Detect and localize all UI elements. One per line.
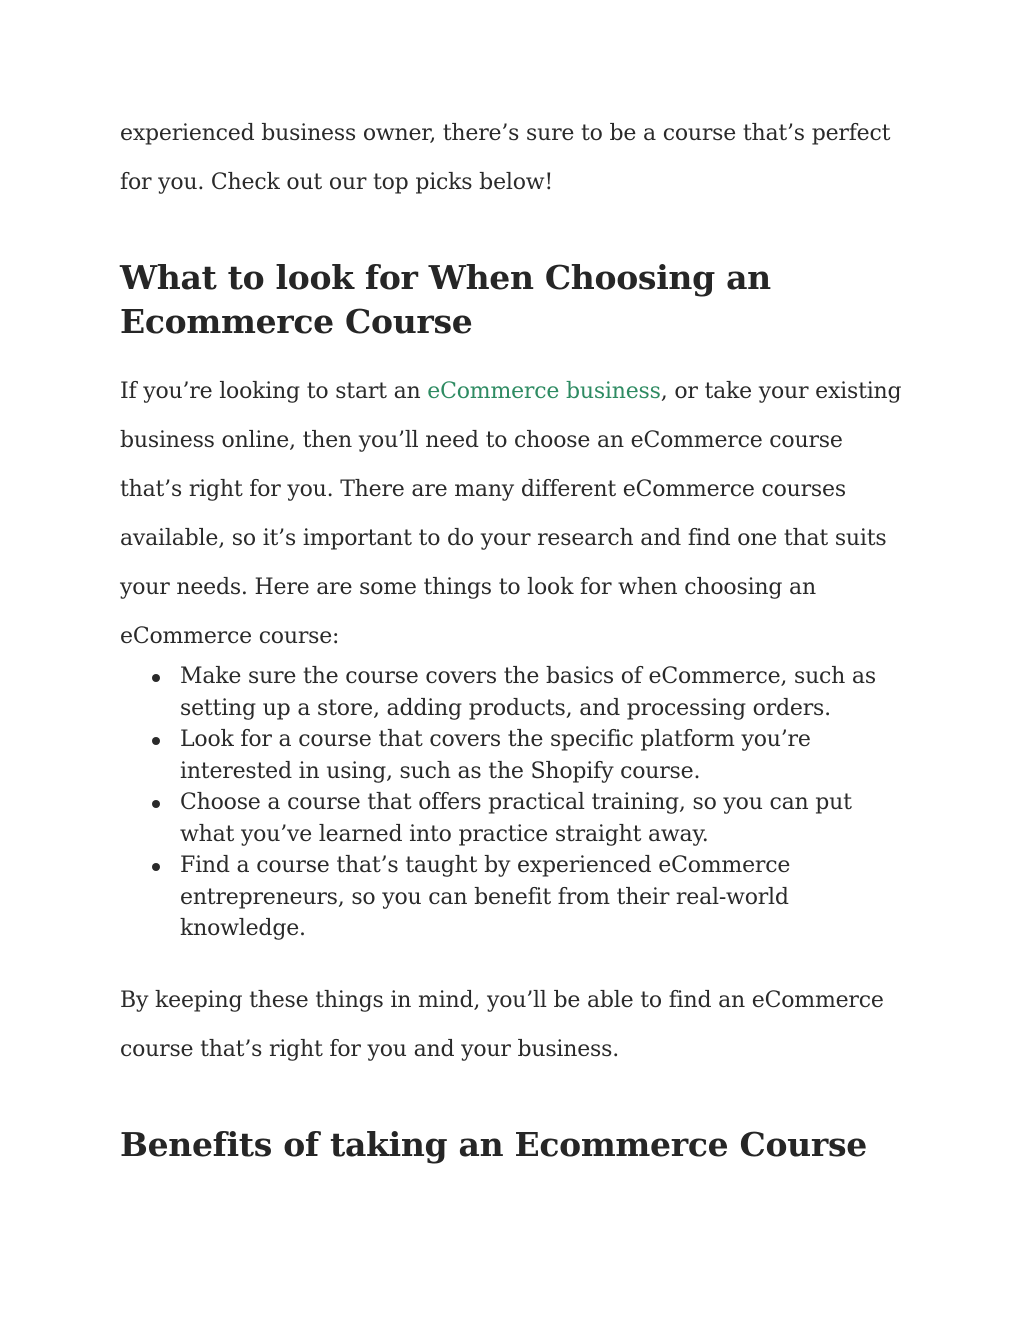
bullet-icon xyxy=(152,800,160,808)
ecommerce-business-link[interactable]: eCommerce business xyxy=(427,379,661,404)
look-for-paragraph xyxy=(120,367,910,661)
bullet-icon xyxy=(152,674,160,682)
criteria-list xyxy=(120,661,890,945)
list-item xyxy=(120,850,890,945)
list-item xyxy=(120,661,890,724)
look-for-text-end: , or take your existing business online, then you’ll need to choose an eCommerce course that’s right for you. There are many different eCommerce courses available, so it’s important to do your research and find one that suits your needs. Here are some things to look for when choosing an eCommerce course: xyxy=(120,379,902,649)
look-for-text-start: If you’re looking to start an xyxy=(120,379,428,404)
closing-paragraph: By keeping these things in mind, you’ll be able to find an eCommerce course that’s right for you and your business. xyxy=(120,988,884,1062)
bullet-icon xyxy=(152,737,160,745)
list-item-text: Make sure the course covers the basics of eCommerce, such as setting up a store, adding products, and processing orders. xyxy=(180,664,876,721)
list-item-text: Choose a course that offers practical training, so you can put what you’ve learned into practice straight away. xyxy=(180,790,852,847)
list-item xyxy=(120,787,890,850)
intro-paragraph: experienced business owner, there’s sure to be a course that’s perfect for you. Check out our top picks below! xyxy=(120,121,891,195)
list-item xyxy=(120,724,890,787)
list-item-text: Find a course that’s taught by experienced eCommerce entrepreneurs, so you can benefit from their real-world knowledge. xyxy=(180,853,791,941)
section-heading-benefits: Benefits of taking an Ecommerce Course xyxy=(120,1125,867,1164)
bullet-icon xyxy=(152,863,160,871)
list-item-text: Look for a course that covers the specific platform you’re interested in using, such as the Shopify course. xyxy=(180,727,811,784)
section-heading-what-to-look-for: What to look for When Choosing an Ecommerce Course xyxy=(120,258,771,341)
